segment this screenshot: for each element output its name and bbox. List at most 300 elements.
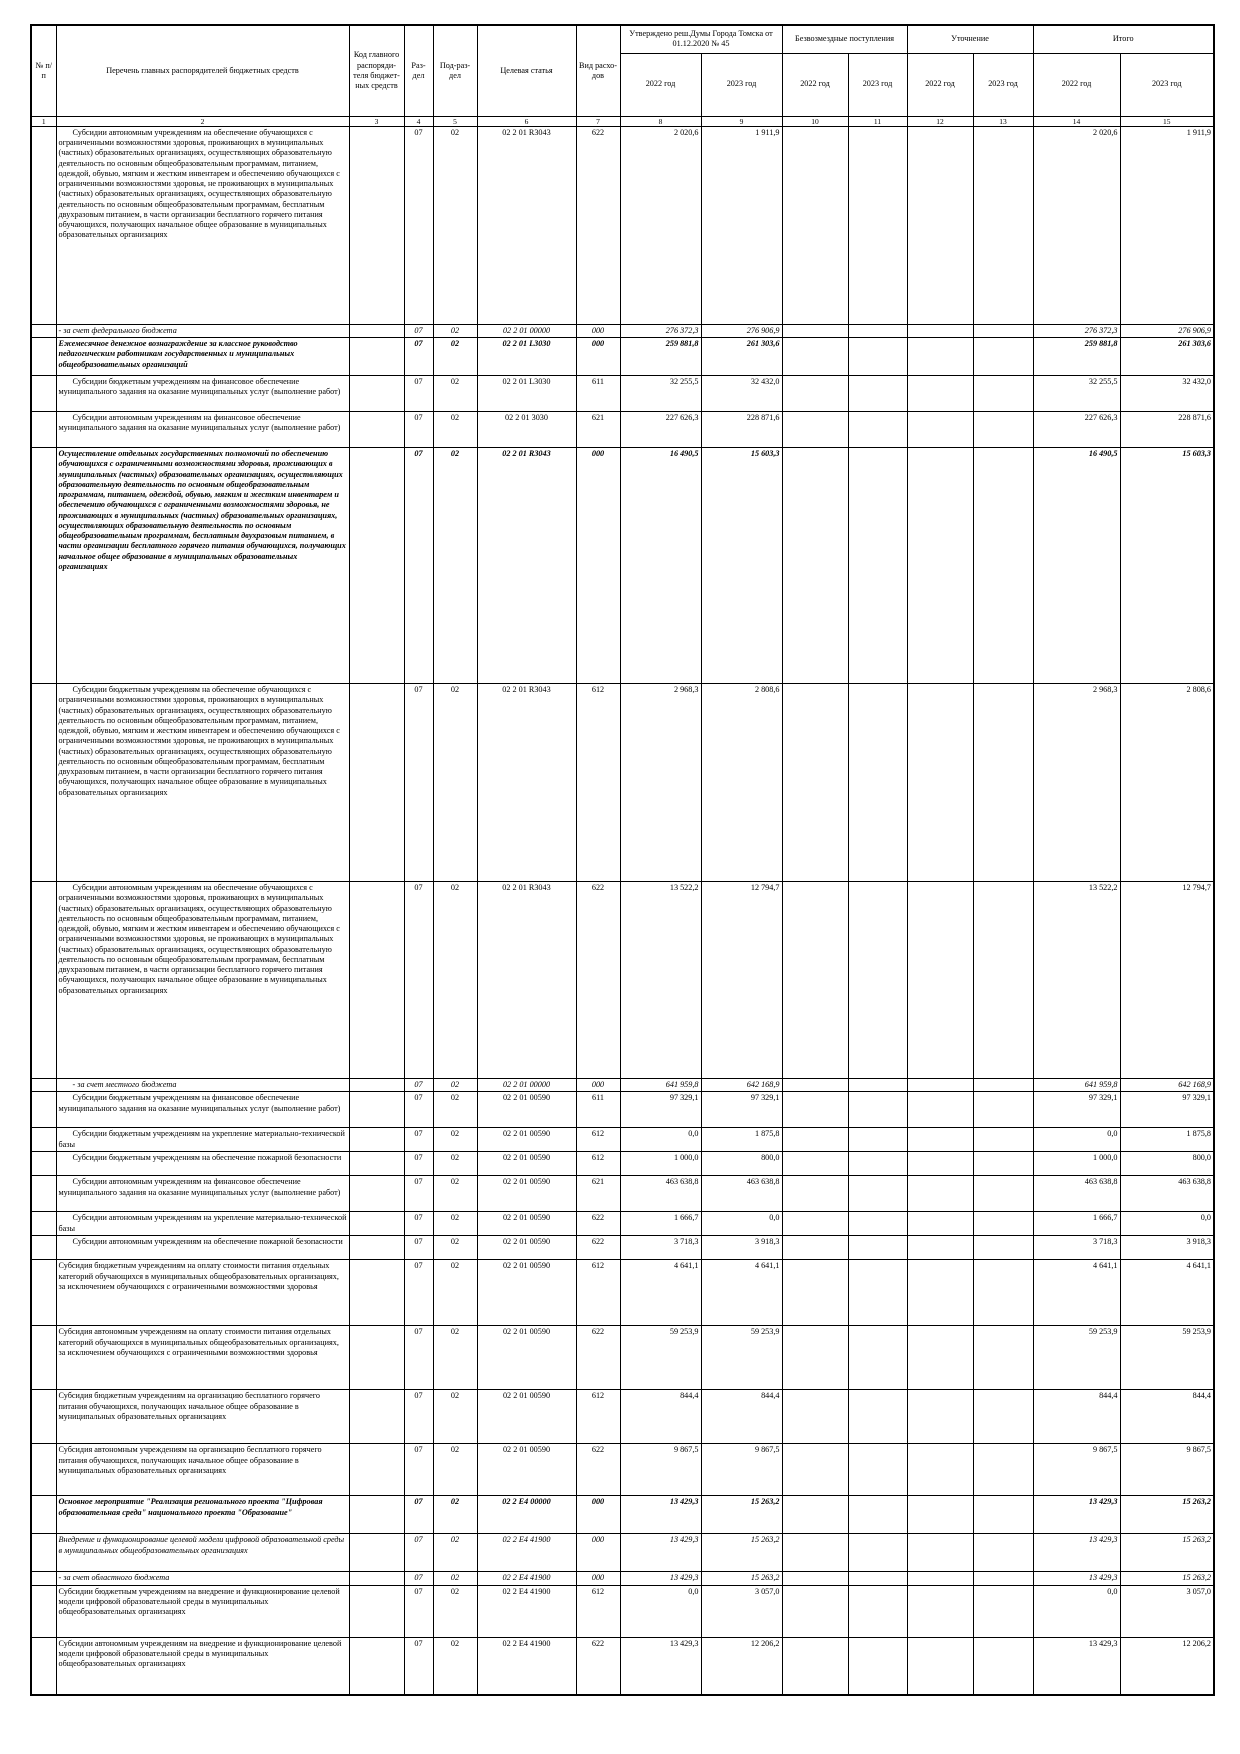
expense-type-cell: 611	[576, 376, 620, 412]
section-cell: 07	[404, 448, 433, 684]
section-cell: 07	[404, 1092, 433, 1128]
expense-type-cell: 612	[576, 684, 620, 882]
gratuitous-2022-cell	[782, 1212, 848, 1236]
gratuitous-2023-cell	[848, 1236, 907, 1260]
target-article-cell: 02 2 01 R3043	[477, 448, 576, 684]
expense-type-cell: 621	[576, 412, 620, 448]
header-total: Итого	[1033, 25, 1214, 53]
refinement-2023-cell	[973, 1444, 1033, 1496]
subsection-cell: 02	[433, 448, 477, 684]
row-number-cell	[31, 1236, 56, 1260]
expense-name-cell: Субсидии автономным учреждениям на обеспечение пожарной безопасности	[56, 1236, 349, 1260]
section-cell: 07	[404, 1444, 433, 1496]
refinement-2023-cell	[973, 1260, 1033, 1326]
header-subsection: Под-раз-дел	[433, 25, 477, 116]
expense-name-cell: - за счет федерального бюджета	[56, 324, 349, 337]
gratuitous-2022-cell	[782, 448, 848, 684]
target-article-cell: 02 2 01 R3043	[477, 126, 576, 324]
total-2022-cell: 13 429,3	[1033, 1572, 1120, 1585]
table-row	[31, 1128, 1214, 1152]
section-cell: 07	[404, 338, 433, 376]
gratuitous-2022-cell	[782, 882, 848, 1079]
approved-2023-cell: 32 432,0	[701, 376, 782, 412]
manager-code-cell	[349, 1496, 404, 1534]
header-year: 2022 год	[1033, 53, 1120, 116]
subsection-cell: 02	[433, 376, 477, 412]
row-number-cell	[31, 1444, 56, 1496]
row-number-cell	[31, 338, 56, 376]
target-article-cell: 02 2 01 00590	[477, 1176, 576, 1212]
total-2023-cell: 9 867,5	[1120, 1444, 1214, 1496]
manager-code-cell	[349, 324, 404, 337]
target-article-cell: 02 2 01 00590	[477, 1212, 576, 1236]
gratuitous-2022-cell	[782, 376, 848, 412]
total-2022-cell: 59 253,9	[1033, 1326, 1120, 1390]
gratuitous-2022-cell	[782, 338, 848, 376]
refinement-2022-cell	[907, 1496, 973, 1534]
subsection-cell: 02	[433, 684, 477, 882]
column-number: 8	[620, 116, 701, 126]
manager-code-cell	[349, 1572, 404, 1585]
approved-2023-cell: 1 911,9	[701, 126, 782, 324]
header-year: 2023 год	[973, 53, 1033, 116]
header-name: Перечень главных распорядителей бюджетных средств	[56, 25, 349, 116]
subsection-cell: 02	[433, 1079, 477, 1092]
total-2023-cell: 15 263,2	[1120, 1496, 1214, 1534]
approved-2023-cell: 3 918,3	[701, 1236, 782, 1260]
approved-2022-cell: 13 522,2	[620, 882, 701, 1079]
approved-2023-cell: 15 263,2	[701, 1534, 782, 1572]
refinement-2022-cell	[907, 1637, 973, 1695]
header-section: Раз-дел	[404, 25, 433, 116]
expense-type-cell: 000	[576, 448, 620, 684]
expense-name-cell: Субсидии автономным учреждениям на обеспечение обучающихся с ограниченными возможностями здоровья, проживающих в муниципальных (частных) образовательных организациях, осуществляющих образовательную деятельность по основным общеобразовательным программам, питанием, одеждой, обувью, мягким и жестким инвентарем и обеспечению обучающихся с ограниченными возможностями здоровья, не проживающих в муниципальных (частных) образовательных организациях, осуществляющих образовательную деятельность по основным общеобразовательным программам, бесплатным двухразовым питанием, в части организации бесплатного горячего питания обучающихся, получающих начальное общее образование в муниципальных образовательных организациях	[56, 126, 349, 324]
row-number-cell	[31, 1637, 56, 1695]
row-number-cell	[31, 684, 56, 882]
table-row	[31, 412, 1214, 448]
total-2022-cell: 4 641,1	[1033, 1260, 1120, 1326]
target-article-cell: 02 2 01 00590	[477, 1128, 576, 1152]
total-2022-cell: 463 638,8	[1033, 1176, 1120, 1212]
approved-2023-cell: 1 875,8	[701, 1128, 782, 1152]
refinement-2022-cell	[907, 448, 973, 684]
table-row	[31, 126, 1214, 324]
table-row	[31, 1390, 1214, 1444]
expense-type-cell: 612	[576, 1390, 620, 1444]
gratuitous-2023-cell	[848, 1444, 907, 1496]
row-number-cell	[31, 448, 56, 684]
section-cell: 07	[404, 1326, 433, 1390]
total-2023-cell: 59 253,9	[1120, 1326, 1214, 1390]
expense-name-cell: Субсидии бюджетным учреждениям на финансовое обеспечение муниципального задания на оказание муниципальных услуг (выполнение работ)	[56, 1092, 349, 1128]
budget-document	[30, 24, 1213, 1696]
header-year: 2023 год	[701, 53, 782, 116]
approved-2022-cell: 13 429,3	[620, 1496, 701, 1534]
table-header	[31, 25, 1214, 126]
refinement-2023-cell	[973, 1572, 1033, 1585]
total-2023-cell: 97 329,1	[1120, 1092, 1214, 1128]
gratuitous-2022-cell	[782, 1534, 848, 1572]
header-gratuitous: Безвозмездные поступления	[782, 25, 907, 53]
approved-2022-cell: 13 429,3	[620, 1534, 701, 1572]
section-cell: 07	[404, 1585, 433, 1637]
row-number-cell	[31, 1079, 56, 1092]
refinement-2023-cell	[973, 1534, 1033, 1572]
total-2023-cell: 844,4	[1120, 1390, 1214, 1444]
gratuitous-2022-cell	[782, 1260, 848, 1326]
approved-2022-cell: 2 020,6	[620, 126, 701, 324]
approved-2023-cell: 12 794,7	[701, 882, 782, 1079]
refinement-2023-cell	[973, 126, 1033, 324]
approved-2022-cell: 2 968,3	[620, 684, 701, 882]
approved-2023-cell: 3 057,0	[701, 1585, 782, 1637]
header-approved: Утверждено реш.Думы Города Томска от 01.12.2020 № 45	[620, 25, 782, 53]
gratuitous-2023-cell	[848, 1176, 907, 1212]
section-cell: 07	[404, 882, 433, 1079]
subsection-cell: 02	[433, 1152, 477, 1176]
table-row	[31, 1260, 1214, 1326]
refinement-2023-cell	[973, 882, 1033, 1079]
gratuitous-2022-cell	[782, 412, 848, 448]
approved-2022-cell: 13 429,3	[620, 1572, 701, 1585]
column-number: 7	[576, 116, 620, 126]
approved-2023-cell: 276 906,9	[701, 324, 782, 337]
approved-2023-cell: 463 638,8	[701, 1176, 782, 1212]
total-2022-cell: 641 959,8	[1033, 1079, 1120, 1092]
approved-2023-cell: 2 808,6	[701, 684, 782, 882]
subsection-cell: 02	[433, 1236, 477, 1260]
subsection-cell: 02	[433, 412, 477, 448]
table-row	[31, 1585, 1214, 1637]
total-2022-cell: 1 666,7	[1033, 1212, 1120, 1236]
section-cell: 07	[404, 1176, 433, 1212]
column-number: 12	[907, 116, 973, 126]
row-number-cell	[31, 1092, 56, 1128]
subsection-cell: 02	[433, 1260, 477, 1326]
approved-2022-cell: 227 626,3	[620, 412, 701, 448]
refinement-2022-cell	[907, 1444, 973, 1496]
row-number-cell	[31, 1496, 56, 1534]
column-number: 9	[701, 116, 782, 126]
gratuitous-2023-cell	[848, 1128, 907, 1152]
approved-2023-cell: 844,4	[701, 1390, 782, 1444]
target-article-cell: 02 2 E4 41900	[477, 1572, 576, 1585]
subsection-cell: 02	[433, 1128, 477, 1152]
row-number-cell	[31, 1572, 56, 1585]
header-num: № п/п	[31, 25, 56, 116]
total-2022-cell: 32 255,5	[1033, 376, 1120, 412]
total-2023-cell: 12 794,7	[1120, 882, 1214, 1079]
manager-code-cell	[349, 1212, 404, 1236]
row-number-cell	[31, 1260, 56, 1326]
total-2022-cell: 844,4	[1033, 1390, 1120, 1444]
expense-name-cell: Субсидии автономным учреждениям на финансовое обеспечение муниципального задания на оказание муниципальных услуг (выполнение работ)	[56, 412, 349, 448]
gratuitous-2022-cell	[782, 126, 848, 324]
table-row	[31, 684, 1214, 882]
approved-2023-cell: 9 867,5	[701, 1444, 782, 1496]
refinement-2022-cell	[907, 1176, 973, 1212]
expense-name-cell: Субсидия бюджетным учреждениям на организацию бесплатного горячего питания обучающихся, получающих начальное общее образование в муниципальных образовательных организациях	[56, 1390, 349, 1444]
gratuitous-2023-cell	[848, 1152, 907, 1176]
expense-name-cell: Субсидии бюджетным учреждениям на обеспечение пожарной безопасности	[56, 1152, 349, 1176]
approved-2022-cell: 3 718,3	[620, 1236, 701, 1260]
gratuitous-2023-cell	[848, 324, 907, 337]
expense-name-cell: Субсидии бюджетным учреждениям на внедрение и функционирование целевой модели цифровой образовательной среды в муниципальных общеобразовательных организациях	[56, 1585, 349, 1637]
total-2023-cell: 642 168,9	[1120, 1079, 1214, 1092]
manager-code-cell	[349, 1128, 404, 1152]
total-2023-cell: 276 906,9	[1120, 324, 1214, 337]
total-2022-cell: 227 626,3	[1033, 412, 1120, 448]
manager-code-cell	[349, 1534, 404, 1572]
table-row	[31, 1496, 1214, 1534]
target-article-cell: 02 2 E4 41900	[477, 1637, 576, 1695]
approved-2023-cell: 642 168,9	[701, 1079, 782, 1092]
section-cell: 07	[404, 376, 433, 412]
manager-code-cell	[349, 1444, 404, 1496]
approved-2022-cell: 4 641,1	[620, 1260, 701, 1326]
row-number-cell	[31, 1128, 56, 1152]
refinement-2022-cell	[907, 1128, 973, 1152]
expense-type-cell: 622	[576, 1444, 620, 1496]
approved-2022-cell: 0,0	[620, 1585, 701, 1637]
approved-2023-cell: 228 871,6	[701, 412, 782, 448]
row-number-cell	[31, 126, 56, 324]
total-2022-cell: 97 329,1	[1033, 1092, 1120, 1128]
subsection-cell: 02	[433, 1092, 477, 1128]
approved-2022-cell: 59 253,9	[620, 1326, 701, 1390]
gratuitous-2023-cell	[848, 1637, 907, 1695]
column-number: 14	[1033, 116, 1120, 126]
total-2022-cell: 276 372,3	[1033, 324, 1120, 337]
column-number: 11	[848, 116, 907, 126]
table-row	[31, 1572, 1214, 1585]
gratuitous-2023-cell	[848, 1260, 907, 1326]
expense-type-cell: 000	[576, 338, 620, 376]
gratuitous-2022-cell	[782, 1092, 848, 1128]
gratuitous-2022-cell	[782, 1585, 848, 1637]
header-year: 2022 год	[620, 53, 701, 116]
approved-2022-cell: 1 000,0	[620, 1152, 701, 1176]
target-article-cell: 02 2 E4 41900	[477, 1534, 576, 1572]
refinement-2022-cell	[907, 1260, 973, 1326]
manager-code-cell	[349, 338, 404, 376]
approved-2023-cell: 800,0	[701, 1152, 782, 1176]
total-2023-cell: 12 206,2	[1120, 1637, 1214, 1695]
expense-type-cell: 000	[576, 324, 620, 337]
table-row	[31, 338, 1214, 376]
approved-2022-cell: 97 329,1	[620, 1092, 701, 1128]
expense-type-cell: 000	[576, 1079, 620, 1092]
refinement-2023-cell	[973, 684, 1033, 882]
gratuitous-2022-cell	[782, 1079, 848, 1092]
expense-type-cell: 000	[576, 1534, 620, 1572]
column-number-row	[31, 116, 1214, 126]
expense-type-cell: 611	[576, 1092, 620, 1128]
refinement-2022-cell	[907, 412, 973, 448]
target-article-cell: 02 2 01 R3043	[477, 882, 576, 1079]
expense-name-cell: Субсидии автономным учреждениям на укрепление материально-технической базы	[56, 1212, 349, 1236]
subsection-cell: 02	[433, 1496, 477, 1534]
expense-type-cell: 000	[576, 1496, 620, 1534]
total-2022-cell: 13 429,3	[1033, 1534, 1120, 1572]
approved-2023-cell: 0,0	[701, 1212, 782, 1236]
gratuitous-2023-cell	[848, 376, 907, 412]
expense-name-cell: Субсидия бюджетным учреждениям на оплату стоимости питания отдельных категорий обучающихся в муниципальных общеобразовательных организациях, за исключением обучающихся с ограниченными возможностями здоровья	[56, 1260, 349, 1326]
header-year: 2022 год	[907, 53, 973, 116]
table-row	[31, 1212, 1214, 1236]
target-article-cell: 02 2 01 00590	[477, 1152, 576, 1176]
total-2023-cell: 261 303,6	[1120, 338, 1214, 376]
header-code: Код главного распоряди-теля бюджет-ных средств	[349, 25, 404, 116]
gratuitous-2023-cell	[848, 1572, 907, 1585]
table-row	[31, 1079, 1214, 1092]
target-article-cell: 02 2 01 3030	[477, 412, 576, 448]
total-2022-cell: 13 522,2	[1033, 882, 1120, 1079]
header-refinement: Уточнение	[907, 25, 1033, 53]
gratuitous-2022-cell	[782, 324, 848, 337]
target-article-cell: 02 2 01 00000	[477, 324, 576, 337]
section-cell: 07	[404, 412, 433, 448]
section-cell: 07	[404, 1534, 433, 1572]
subsection-cell: 02	[433, 126, 477, 324]
total-2023-cell: 1 911,9	[1120, 126, 1214, 324]
column-number: 15	[1120, 116, 1214, 126]
header-target: Целевая статья	[477, 25, 576, 116]
manager-code-cell	[349, 376, 404, 412]
refinement-2023-cell	[973, 1128, 1033, 1152]
total-2023-cell: 463 638,8	[1120, 1176, 1214, 1212]
expense-name-cell: Субсидия автономным учреждениям на организацию бесплатного горячего питания обучающихся, получающих начальное общее образование в муниципальных образовательных организациях	[56, 1444, 349, 1496]
column-number: 5	[433, 116, 477, 126]
target-article-cell: 02 2 E4 00000	[477, 1496, 576, 1534]
target-article-cell: 02 2 E4 41900	[477, 1585, 576, 1637]
expense-name-cell: Субсидии бюджетным учреждениям на укрепление материально-технической базы	[56, 1128, 349, 1152]
subsection-cell: 02	[433, 1637, 477, 1695]
target-article-cell: 02 2 01 L3030	[477, 338, 576, 376]
table-row	[31, 324, 1214, 337]
total-2022-cell: 13 429,3	[1033, 1496, 1120, 1534]
approved-2023-cell: 261 303,6	[701, 338, 782, 376]
refinement-2022-cell	[907, 1079, 973, 1092]
manager-code-cell	[349, 684, 404, 882]
gratuitous-2023-cell	[848, 1326, 907, 1390]
total-2022-cell: 3 718,3	[1033, 1236, 1120, 1260]
refinement-2022-cell	[907, 376, 973, 412]
refinement-2023-cell	[973, 1326, 1033, 1390]
refinement-2023-cell	[973, 1496, 1033, 1534]
expense-type-cell: 612	[576, 1585, 620, 1637]
subsection-cell: 02	[433, 1585, 477, 1637]
approved-2022-cell: 463 638,8	[620, 1176, 701, 1212]
refinement-2023-cell	[973, 1079, 1033, 1092]
expense-name-cell: Ежемесячное денежное вознаграждение за классное руководство педагогическим работникам государственных и муниципальных общеобразовательных организаций	[56, 338, 349, 376]
subsection-cell: 02	[433, 1390, 477, 1444]
refinement-2022-cell	[907, 1326, 973, 1390]
approved-2022-cell: 13 429,3	[620, 1637, 701, 1695]
gratuitous-2022-cell	[782, 1236, 848, 1260]
manager-code-cell	[349, 1585, 404, 1637]
column-number: 2	[56, 116, 349, 126]
gratuitous-2022-cell	[782, 1444, 848, 1496]
subsection-cell: 02	[433, 1212, 477, 1236]
gratuitous-2022-cell	[782, 1390, 848, 1444]
expense-name-cell: - за счет областного бюджета	[56, 1572, 349, 1585]
expense-name-cell: Субсидии автономным учреждениям на обеспечение обучающихся с ограниченными возможностями здоровья, проживающих в муниципальных (частных) образовательных организациях, осуществляющих образовательную деятельность по основным общеобразовательным программам, питанием, одеждой, обувью, мягким и жестким инвентарем и обеспечению обучающихся с ограниченными возможностями здоровья, не проживающих в муниципальных (частных) образовательных организациях, осуществляющих образовательную деятельность по основным общеобразовательным программам, бесплатным двухразовым питанием, в части организации бесплатного горячего питания обучающихся, получающих начальное общее образование в муниципальных образовательных организациях	[56, 882, 349, 1079]
approved-2023-cell: 12 206,2	[701, 1637, 782, 1695]
table-row	[31, 1534, 1214, 1572]
gratuitous-2023-cell	[848, 882, 907, 1079]
gratuitous-2023-cell	[848, 412, 907, 448]
expense-type-cell: 612	[576, 1152, 620, 1176]
manager-code-cell	[349, 448, 404, 684]
table-body	[31, 126, 1214, 1695]
gratuitous-2023-cell	[848, 448, 907, 684]
gratuitous-2023-cell	[848, 684, 907, 882]
row-number-cell	[31, 412, 56, 448]
refinement-2023-cell	[973, 324, 1033, 337]
header-year: 2022 год	[782, 53, 848, 116]
refinement-2023-cell	[973, 1176, 1033, 1212]
approved-2022-cell: 0,0	[620, 1128, 701, 1152]
expense-name-cell: Субсидии автономным учреждениям на финансовое обеспечение муниципального задания на оказание муниципальных услуг (выполнение работ)	[56, 1176, 349, 1212]
subsection-cell: 02	[433, 1326, 477, 1390]
gratuitous-2022-cell	[782, 684, 848, 882]
target-article-cell: 02 2 01 00590	[477, 1092, 576, 1128]
table-row	[31, 376, 1214, 412]
gratuitous-2023-cell	[848, 1585, 907, 1637]
refinement-2022-cell	[907, 338, 973, 376]
total-2022-cell: 0,0	[1033, 1128, 1120, 1152]
subsection-cell: 02	[433, 1444, 477, 1496]
expense-type-cell: 621	[576, 1176, 620, 1212]
refinement-2023-cell	[973, 376, 1033, 412]
section-cell: 07	[404, 1236, 433, 1260]
column-number: 3	[349, 116, 404, 126]
subsection-cell: 02	[433, 1534, 477, 1572]
expense-type-cell: 622	[576, 1236, 620, 1260]
column-number: 10	[782, 116, 848, 126]
column-number: 1	[31, 116, 56, 126]
manager-code-cell	[349, 1637, 404, 1695]
gratuitous-2022-cell	[782, 1637, 848, 1695]
total-2022-cell: 9 867,5	[1033, 1444, 1120, 1496]
target-article-cell: 02 2 01 00000	[477, 1079, 576, 1092]
target-article-cell: 02 2 01 00590	[477, 1390, 576, 1444]
section-cell: 07	[404, 1390, 433, 1444]
target-article-cell: 02 2 01 L3030	[477, 376, 576, 412]
expense-type-cell: 622	[576, 1637, 620, 1695]
total-2022-cell: 16 490,5	[1033, 448, 1120, 684]
refinement-2023-cell	[973, 1212, 1033, 1236]
total-2023-cell: 32 432,0	[1120, 376, 1214, 412]
refinement-2022-cell	[907, 126, 973, 324]
gratuitous-2022-cell	[782, 1326, 848, 1390]
total-2023-cell: 0,0	[1120, 1212, 1214, 1236]
target-article-cell: 02 2 01 00590	[477, 1260, 576, 1326]
manager-code-cell	[349, 1176, 404, 1212]
total-2023-cell: 15 603,3	[1120, 448, 1214, 684]
subsection-cell: 02	[433, 882, 477, 1079]
gratuitous-2022-cell	[782, 1176, 848, 1212]
table-row	[31, 1637, 1214, 1695]
refinement-2023-cell	[973, 448, 1033, 684]
expense-type-cell: 622	[576, 1326, 620, 1390]
refinement-2022-cell	[907, 324, 973, 337]
row-number-cell	[31, 1326, 56, 1390]
approved-2023-cell: 97 329,1	[701, 1092, 782, 1128]
table-row	[31, 882, 1214, 1079]
section-cell: 07	[404, 1260, 433, 1326]
